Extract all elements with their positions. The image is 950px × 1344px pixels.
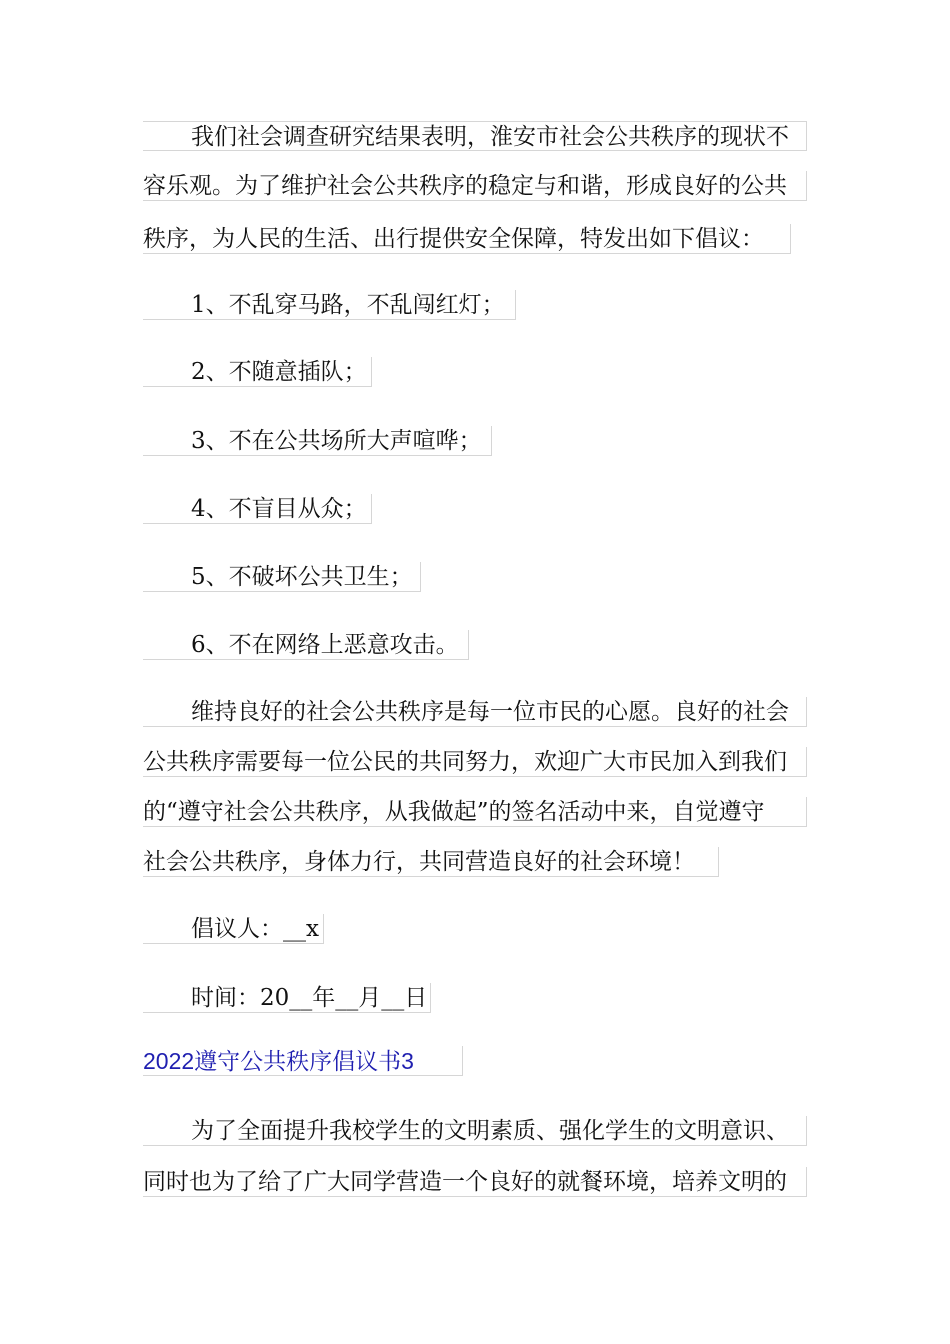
proposal-item-1: 1、不乱穿马路，不乱闯红灯； <box>143 290 516 320</box>
proposal-item-2: 2、不随意插队； <box>143 357 372 387</box>
proposal-item-6: 6、不在网络上恶意攻击。 <box>143 630 469 660</box>
paragraph-1-line-3: 秩序，为人民的生活、出行提供安全保障，特发出如下倡议： <box>143 224 791 254</box>
proposal-date: 时间：20__年__月__日 <box>143 983 431 1013</box>
section-heading: 2022遵守公共秩序倡议书3 <box>143 1046 463 1076</box>
paragraph-2-line-1: 维持良好的社会公共秩序是每一位市民的心愿。良好的社会 <box>143 697 807 727</box>
paragraph-2-line-4: 社会公共秩序，身体力行，共同营造良好的社会环境！ <box>143 847 719 877</box>
paragraph-3-line-2: 同时也为了给了广大同学营造一个良好的就餐环境，培养文明的 <box>143 1167 807 1197</box>
proposal-item-4: 4、不盲目从众； <box>143 494 372 524</box>
paragraph-2-line-2: 公共秩序需要每一位公民的共同努力，欢迎广大市民加入到我们 <box>143 747 807 777</box>
paragraph-1-line-1: 我们社会调查研究结果表明，淮安市社会公共秩序的现状不 <box>143 121 807 151</box>
paragraph-1-line-2: 容乐观。为了维护社会公共秩序的稳定与和谐，形成良好的公共 <box>143 171 807 201</box>
proposal-item-3: 3、不在公共场所大声喧哗； <box>143 426 492 456</box>
paragraph-3-line-1: 为了全面提升我校学生的文明素质、强化学生的文明意识、 <box>143 1116 807 1146</box>
paragraph-2-line-3: 的“遵守社会公共秩序，从我做起”的签名活动中来，自觉遵守 <box>143 797 807 827</box>
proposer-signature: 倡议人：__x <box>143 914 324 944</box>
proposal-item-5: 5、不破坏公共卫生； <box>143 562 421 592</box>
